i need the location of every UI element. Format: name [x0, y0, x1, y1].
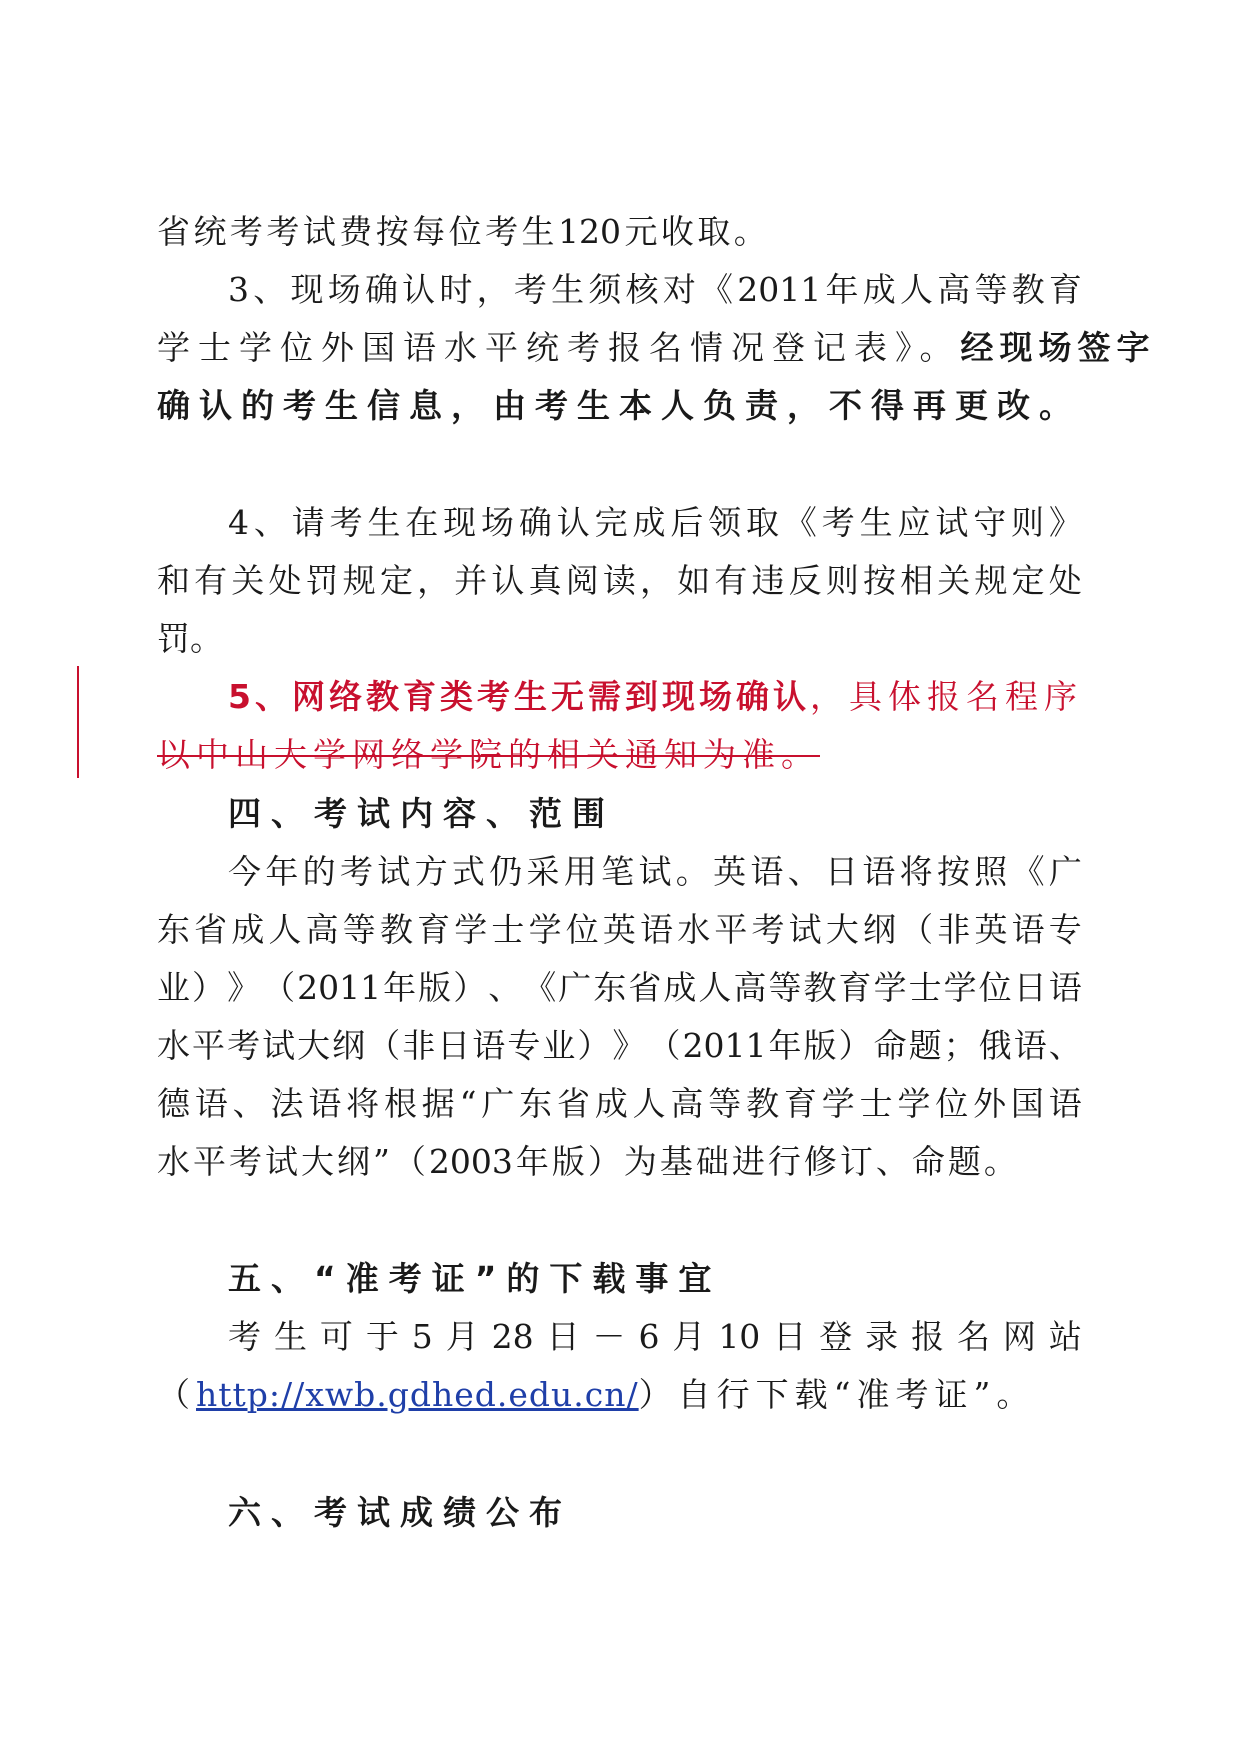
section-heading-5: 五、“准考证”的下载事宜	[228, 1259, 722, 1298]
para-line: 和 有 关 处 罚 规 定 ， 并 认 真 阅 读 ， 如 有 违 反 则 按 相 关 规 定 处	[157, 561, 1082, 600]
deleted-para-line: 以中山大学网络学院的相关通知为准。	[157, 735, 820, 774]
deleted-bold-run: 5、网络教育类考生无需到现场确认	[228, 677, 810, 716]
para-line: 罚。	[157, 619, 223, 658]
revision-change-bar	[77, 666, 79, 778]
para-line: 4 、 请 考 生 在 现 场 确 认 完 成 后 领 取 《 考 生 应 试 守 则 》	[228, 503, 1082, 542]
para-line: 水 平 考 试 大 纲 （ 非 日 语 专 业 ） 》 （ 2011 年 版 ） 命 题 ； 俄 语 、	[157, 1026, 1082, 1065]
para-line: 水 平 考 试 大 纲 ” （ 2003 年 版 ） 为 基 础 进 行 修 订 、 命 题 。	[157, 1142, 1017, 1181]
deleted-para-line	[228, 677, 1082, 717]
para-line: 业 ） 》 （ 2011 年 版 ） 、 《 广 东 省 成 人 高 等 教 育 学 士 学 位 日 语	[157, 968, 1082, 1007]
section-heading-6: 六、考试成绩公布	[228, 1493, 572, 1532]
bold-para-line: 确认的考生信息，由考生本人负责，不得再更改。	[157, 386, 1081, 425]
deleted-text-run: ，具体报名程序	[809, 677, 1083, 716]
para-line: 今 年 的 考 试 方 式 仍 采 用 笔 试 。 英 语 、 日 语 将 按 照 《 广	[228, 852, 1082, 891]
registration-site-link[interactable]: http://xwb.gdhed.edu.cn/	[196, 1375, 639, 1414]
text-run: ）自行下载“准考证”。	[638, 1375, 1036, 1414]
para-line	[157, 1375, 1082, 1415]
bold-text-run: 经现场签字	[960, 328, 1156, 367]
para-line: 3 、 现 场 确 认 时 ， 考 生 须 核 对 《 2011 年 成 人 高 等 教 育	[228, 270, 1082, 309]
para-line: 省 统 考 考 试 费 按 每 位 考 生 120 元 收 取 。	[157, 212, 767, 251]
text-run: （	[157, 1375, 196, 1414]
section-heading-4: 四、考试内容、范围	[228, 794, 615, 833]
para-line	[157, 328, 1156, 368]
para-line: 德 语 、 法 语 将 根 据 “ 广 东 省 成 人 高 等 教 育 学 士 学 位 外 国 语	[157, 1084, 1082, 1123]
text-run: 学士学位外国语水平统考报名情况登记表》。	[157, 328, 961, 367]
para-line: 考 生 可 于 5 月 28 日 － 6 月 10 日 登 录 报 名 网 站	[228, 1317, 1082, 1356]
para-line: 东 省 成 人 高 等 教 育 学 士 学 位 英 语 水 平 考 试 大 纲 （ 非 英 语 专	[157, 910, 1082, 949]
